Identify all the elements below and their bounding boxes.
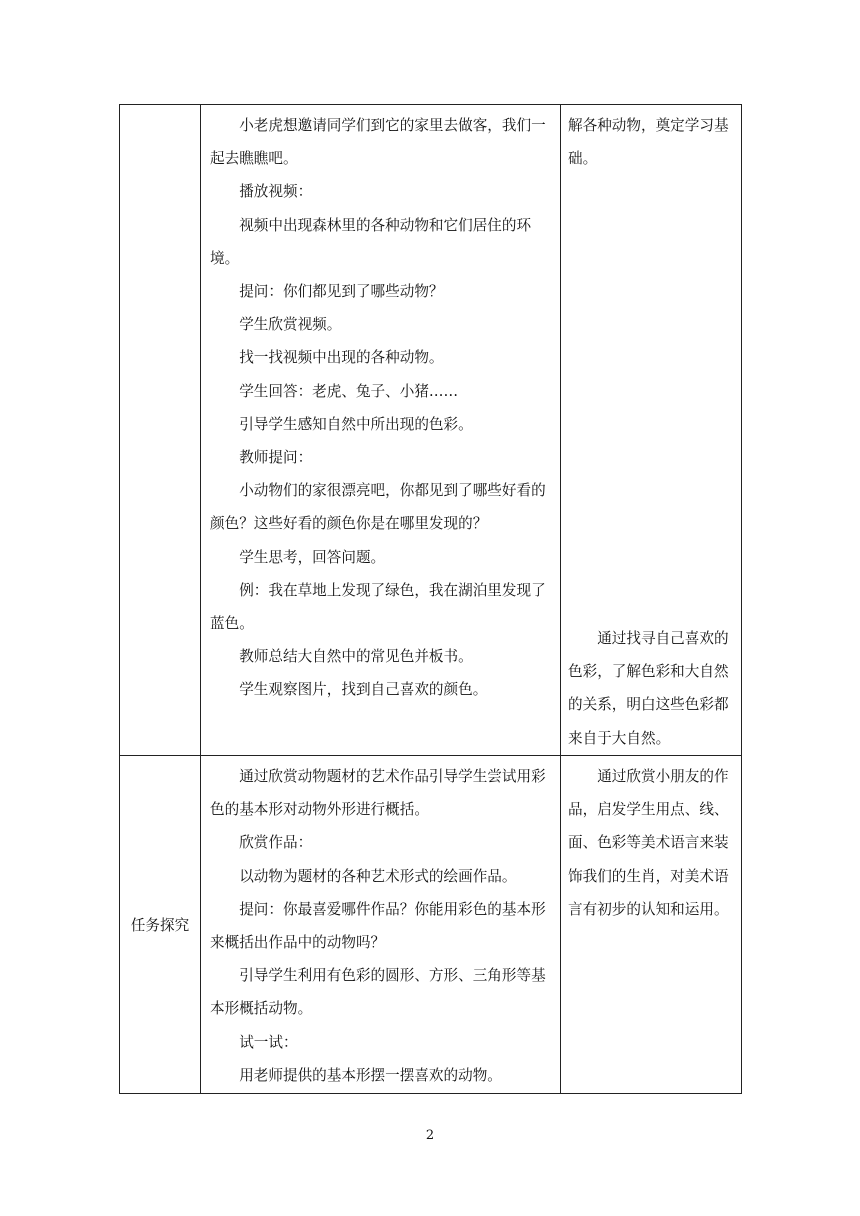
stage-label-cell <box>120 105 201 756</box>
activity-paragraph: 教师总结大自然中的常见色并板书。 <box>239 648 473 666</box>
activity-paragraph: 提问：你们都见到了哪些动物？ <box>239 283 444 301</box>
design-intent-cell <box>561 756 742 1094</box>
lesson-plan-table <box>119 104 742 1094</box>
design-intent-paragraph: 通过欣赏小朋友的作品，启发学生用点、线、面、色彩等美术语言来装饰我们的生肖，对美术语言有初步的认知和运用。 <box>568 768 729 918</box>
activity-paragraph: 例：我在草地上发现了绿色，我在湖泊里发现了蓝色。 <box>210 581 546 633</box>
table-row <box>120 756 742 1094</box>
activity-paragraph: 试一试： <box>239 1033 298 1051</box>
activity-paragraph: 学生欣赏视频。 <box>239 316 342 334</box>
activity-cell <box>201 756 561 1094</box>
table-row <box>120 105 742 756</box>
page-number: 2 <box>425 1128 435 1143</box>
design-intent-cell <box>561 105 742 756</box>
activity-paragraph: 教师提问： <box>239 449 313 467</box>
activity-paragraph: 小动物们的家很漂亮吧，你都见到了哪些好看的颜色？这些好看的颜色你是在哪里发现的？ <box>210 482 546 533</box>
activity-paragraph: 提问：你最喜爱哪件作品？你能用彩色的基本形来概括出作品中的动物吗？ <box>210 900 546 952</box>
activity-paragraph: 小老虎想邀请同学们到它的家里去做客，我们一起去瞧瞧吧。 <box>210 117 546 168</box>
design-intent-continuation: 解各种动物，奠定学习基础。 <box>568 117 729 168</box>
activity-paragraph: 视频中出现森林里的各种动物和它们居住的环境。 <box>210 216 532 267</box>
stage-label-cell <box>120 756 201 1094</box>
activity-paragraph: 以动物为题材的各种艺术形式的绘画作品。 <box>239 867 517 885</box>
activity-paragraph: 引导学生利用有色彩的圆形、方形、三角形等基本形概括动物。 <box>210 967 546 1018</box>
activity-paragraph: 通过欣赏动物题材的艺术作品引导学生尝试用彩色的基本形对动物外形进行概括。 <box>210 768 546 819</box>
activity-paragraph: 播放视频： <box>239 183 313 201</box>
activity-paragraph: 引导学生感知自然中所出现的色彩。 <box>239 415 473 433</box>
stage-label: 任务探究 <box>130 917 190 934</box>
activity-paragraph: 用老师提供的基本形摆一摆喜欢的动物。 <box>239 1066 502 1084</box>
activity-paragraph: 欣赏作品： <box>239 834 313 852</box>
activity-paragraph: 找一找视频中出现的各种动物。 <box>239 349 444 367</box>
activity-cell <box>201 105 561 756</box>
activity-paragraph: 学生观察图片，找到自己喜欢的颜色。 <box>239 681 488 699</box>
activity-paragraph: 学生回答：老虎、兔子、小猪…… <box>239 382 459 400</box>
activity-paragraph: 学生思考，回答问题。 <box>239 548 386 566</box>
design-intent-paragraph: 通过找寻自己喜欢的色彩，了解色彩和大自然的关系，明白这些色彩都来自于大自然。 <box>568 630 729 747</box>
